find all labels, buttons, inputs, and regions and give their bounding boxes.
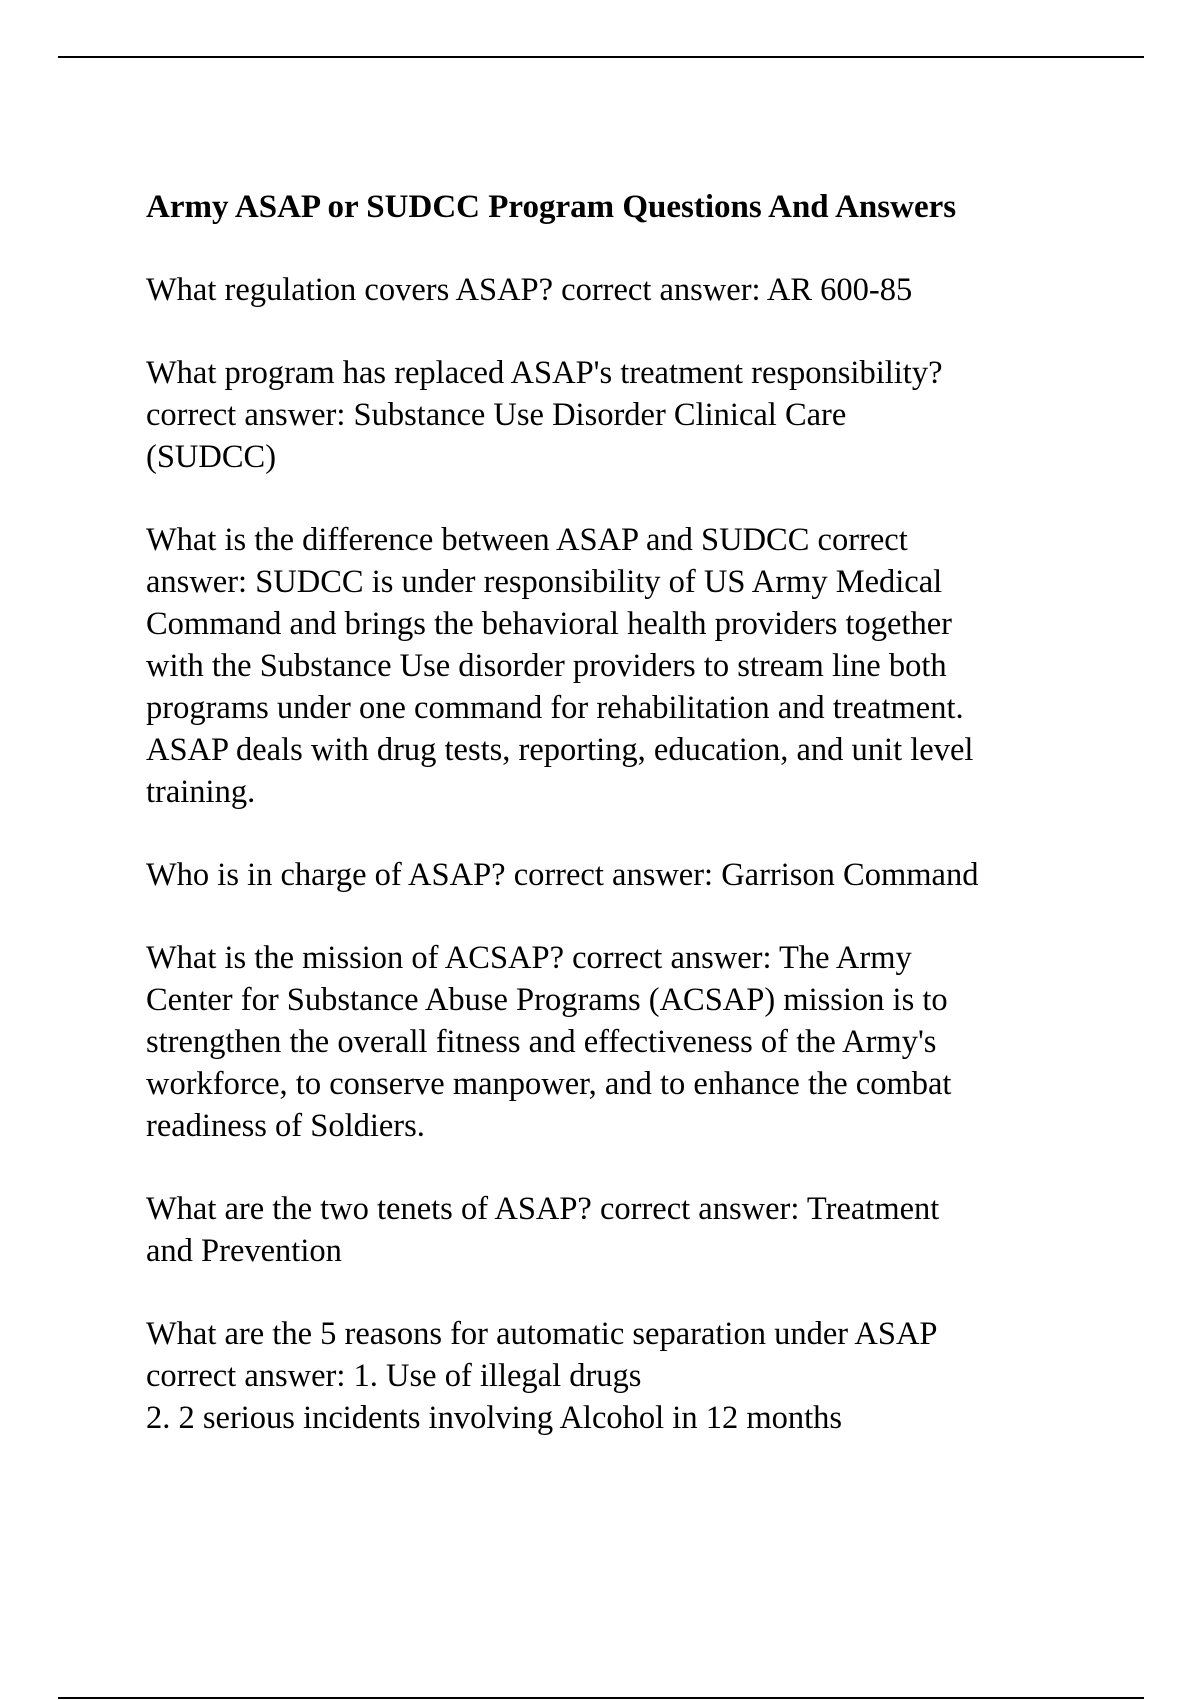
qa-line: correct answer: 1. Use of illegal drugs (146, 1358, 642, 1394)
qa-line: answer: SUDCC is under responsibility of US Army Medical (146, 564, 943, 600)
qa-line: What regulation covers ASAP? correct answer: AR 600-85 (146, 272, 913, 308)
qa-line: (SUDCC) (146, 439, 277, 475)
qa-line: with the Substance Use disorder providers to stream line both (146, 648, 947, 684)
qa-line: What is the difference between ASAP and SUDCC correct (146, 522, 908, 558)
qa-line: strengthen the overall fitness and effectiveness of the Army's (146, 1024, 937, 1060)
qa-entry-separation-reasons (146, 1313, 1106, 1439)
qa-line: What is the mission of ACSAP? correct answer: The Army (146, 940, 912, 976)
qa-line: What are the two tenets of ASAP? correct answer: Treatment (146, 1191, 940, 1227)
qa-line: programs under one command for rehabilitation and treatment. (146, 690, 964, 726)
qa-line: and Prevention (146, 1233, 342, 1269)
qa-line: Who is in charge of ASAP? correct answer: Garrison Command (146, 857, 979, 893)
document-body (146, 186, 1106, 1480)
qa-line: 2. 2 serious incidents involving Alcohol in 12 months (146, 1400, 843, 1436)
document-title: Army ASAP or SUDCC Program Questions And Answers (146, 189, 957, 225)
qa-line: ASAP deals with drug tests, reporting, education, and unit level (146, 732, 974, 768)
qa-line: training. (146, 774, 256, 810)
qa-line: correct answer: Substance Use Disorder Clinical Care (146, 397, 847, 433)
qa-line: readiness of Soldiers. (146, 1108, 425, 1144)
top-divider (58, 56, 1144, 58)
qa-line: Center for Substance Abuse Programs (ACSAP) mission is to (146, 982, 948, 1018)
qa-line: Command and brings the behavioral health providers together (146, 606, 952, 642)
qa-entry-in-charge (146, 854, 1106, 896)
qa-entry-mission (146, 937, 1106, 1147)
qa-entry-regulation (146, 269, 1106, 311)
qa-line: workforce, to conserve manpower, and to enhance the combat (146, 1066, 952, 1102)
qa-line: What program has replaced ASAP's treatment responsibility? (146, 355, 943, 391)
qa-entry-tenets (146, 1188, 1106, 1272)
qa-line: What are the 5 reasons for automatic separation under ASAP (146, 1316, 938, 1352)
qa-entry-difference (146, 519, 1106, 813)
bottom-divider (58, 1697, 1144, 1699)
qa-entry-replacement-program (146, 352, 1106, 478)
